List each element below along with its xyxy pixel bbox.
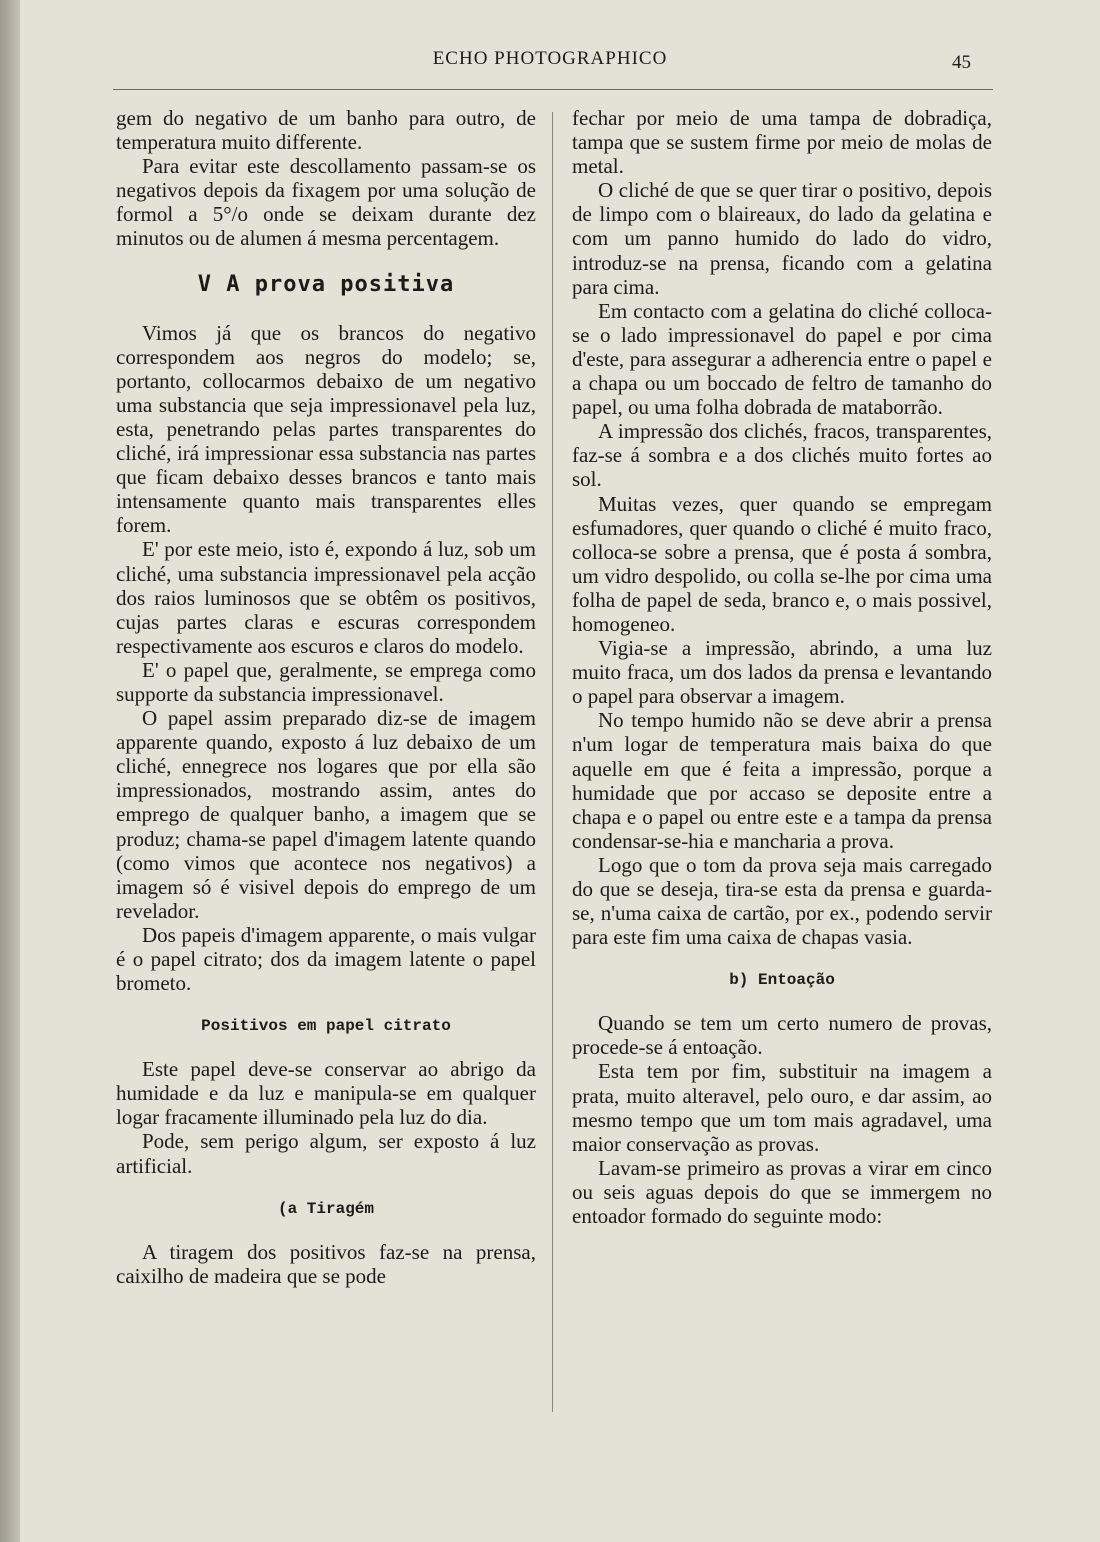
running-title: ECHO PHOTOGRAPHICO <box>432 48 668 69</box>
right-column <box>572 106 992 1228</box>
section-heading: V A prova positiva <box>197 271 455 297</box>
left-column <box>116 106 536 1288</box>
paragraph: Muitas vezes, quer quando se empregam esfumadores, quer quando o cliché é muito fraco, colloca-se sobre a prensa, que é posta á sombra, um vidro despolido, ou colla se-lhe por cima uma folha de papel de seda, branco e, o mais possivel, homogeneo. <box>572 491 992 636</box>
paragraph: Dos papeis d'imagem apparente, o mais vulgar é o papel citrato; dos da imagem latente o papel brometo. <box>116 922 536 996</box>
paragraph: Vimos já que os brancos do negativo correspondem aos negros do modelo; se, portanto, collocarmos debaixo de um negativo uma substancia que seja impressionavel pela luz, esta, penetrando pelas partes transparentes do cliché, irá impressionar essa substancia nas partes que ficam debaixo desses brancos e tanto mais intensamente quanto mais transparentes elles forem. <box>116 320 536 538</box>
paragraph: Lavam-se primeiro as provas a virar em cinco ou seis aguas depois do que se immergem no entoador formado do seguinte modo: <box>572 1155 992 1229</box>
paragraph: E' por este meio, isto é, expondo á luz, sob um cliché, uma substancia impressionavel pela acção dos raios luminosos que se obtêm os positivos, cujas partes claras e escuras correspondem respectivamente aos escuros e claros do modelo. <box>116 537 536 658</box>
page-header <box>0 48 1100 78</box>
paragraph: O cliché de que se quer tirar o positivo, depois de limpo com o blaireaux, do lado da gelatina e com um panno humido do lado do vidro, introduz-se na prensa, ficando com a gelatina para cima. <box>572 178 992 299</box>
paragraph: A tiragem dos positivos faz-se na prensa, caixilho de madeira que se pode <box>116 1239 536 1288</box>
paragraph: O papel assim preparado diz-se de imagem apparente quando, exposto á luz debaixo de um cliché, ennegrece nos logares que por ella são impressionados, mostrando assim, antes do emprego de qualquer banho, a imagem que se produz; chama-se papel d'imagem latente quando (como vimos que acontece nos negativos) a imagem só é visivel depois do emprego de um revelador. <box>116 706 536 923</box>
paragraph: fechar por meio de uma tampa de dobradiça, tampa que se sustem firme por meio de molas de metal. <box>572 106 992 179</box>
paragraph: Logo que o tom da prova seja mais carregado do que se deseja, tira-se esta da prensa e guarda-se, n'uma caixa de cartão, por ex., podendo servir para este fim uma caixa de chapas vasia. <box>572 852 992 950</box>
paragraph: E' o papel que, geralmente, se emprega como supporte da substancia impressionavel. <box>116 657 536 706</box>
paragraph: gem do negativo de um banho para outro, de temperatura muito differente. <box>116 106 536 155</box>
subheading: b) Entoação <box>729 971 835 990</box>
paragraph: Vigia-se a impressão, abrindo, a uma luz muito fraca, um dos lados da prensa e levantando o papel para observar a imagem. <box>572 636 992 709</box>
header-rule <box>113 89 993 90</box>
paragraph: Quando se tem um certo numero de provas, procede-se á entoação. <box>572 1011 992 1060</box>
paragraph: Em contacto com a gelatina do cliché colloca-se o lado impressionavel do papel e por cima d'este, para assegurar a adherencia entre o papel e a chapa ou um boccado de feltro de tamanho do papel, ou uma folha dobrada de mataborrão. <box>572 298 992 420</box>
column-divider <box>552 112 553 1412</box>
paragraph: Esta tem por fim, substituir na imagem a prata, muito alteravel, pelo ouro, e dar assim, ao mesmo tempo que um tom mais agradavel, uma maior conservação as provas. <box>572 1059 992 1156</box>
paragraph: Para evitar este descollamento passam-se os negativos depois da fixagem por uma solução de formol a 5°/o onde se deixam durante dez minutos ou de alumen á mesma percentagem. <box>116 154 536 251</box>
paragraph: A impressão dos clichés, fracos, transparentes, faz-se á sombra e a dos clichés muito fortes ao sol. <box>572 419 992 492</box>
paragraph: Este papel deve-se conservar ao abrigo da humidade e da luz e manipula-se em qualquer logar fracamente illuminado pela luz do dia. <box>116 1057 536 1130</box>
page-number: 45 <box>952 52 971 73</box>
paragraph: No tempo humido não se deve abrir a prensa n'um logar de temperatura mais baixa do que aquelle em que é feita a impressão, porque a humidade que por accaso se deposite entre a chapa e o papel ou entre este e a tampa da prensa condensar-se-hia e mancharia a prova. <box>572 708 992 853</box>
subheading: Positivos em papel citrato <box>201 1017 451 1036</box>
paragraph: Pode, sem perigo algum, ser exposto á luz artificial. <box>116 1129 536 1178</box>
subheading: (a Tiragém <box>277 1199 374 1218</box>
